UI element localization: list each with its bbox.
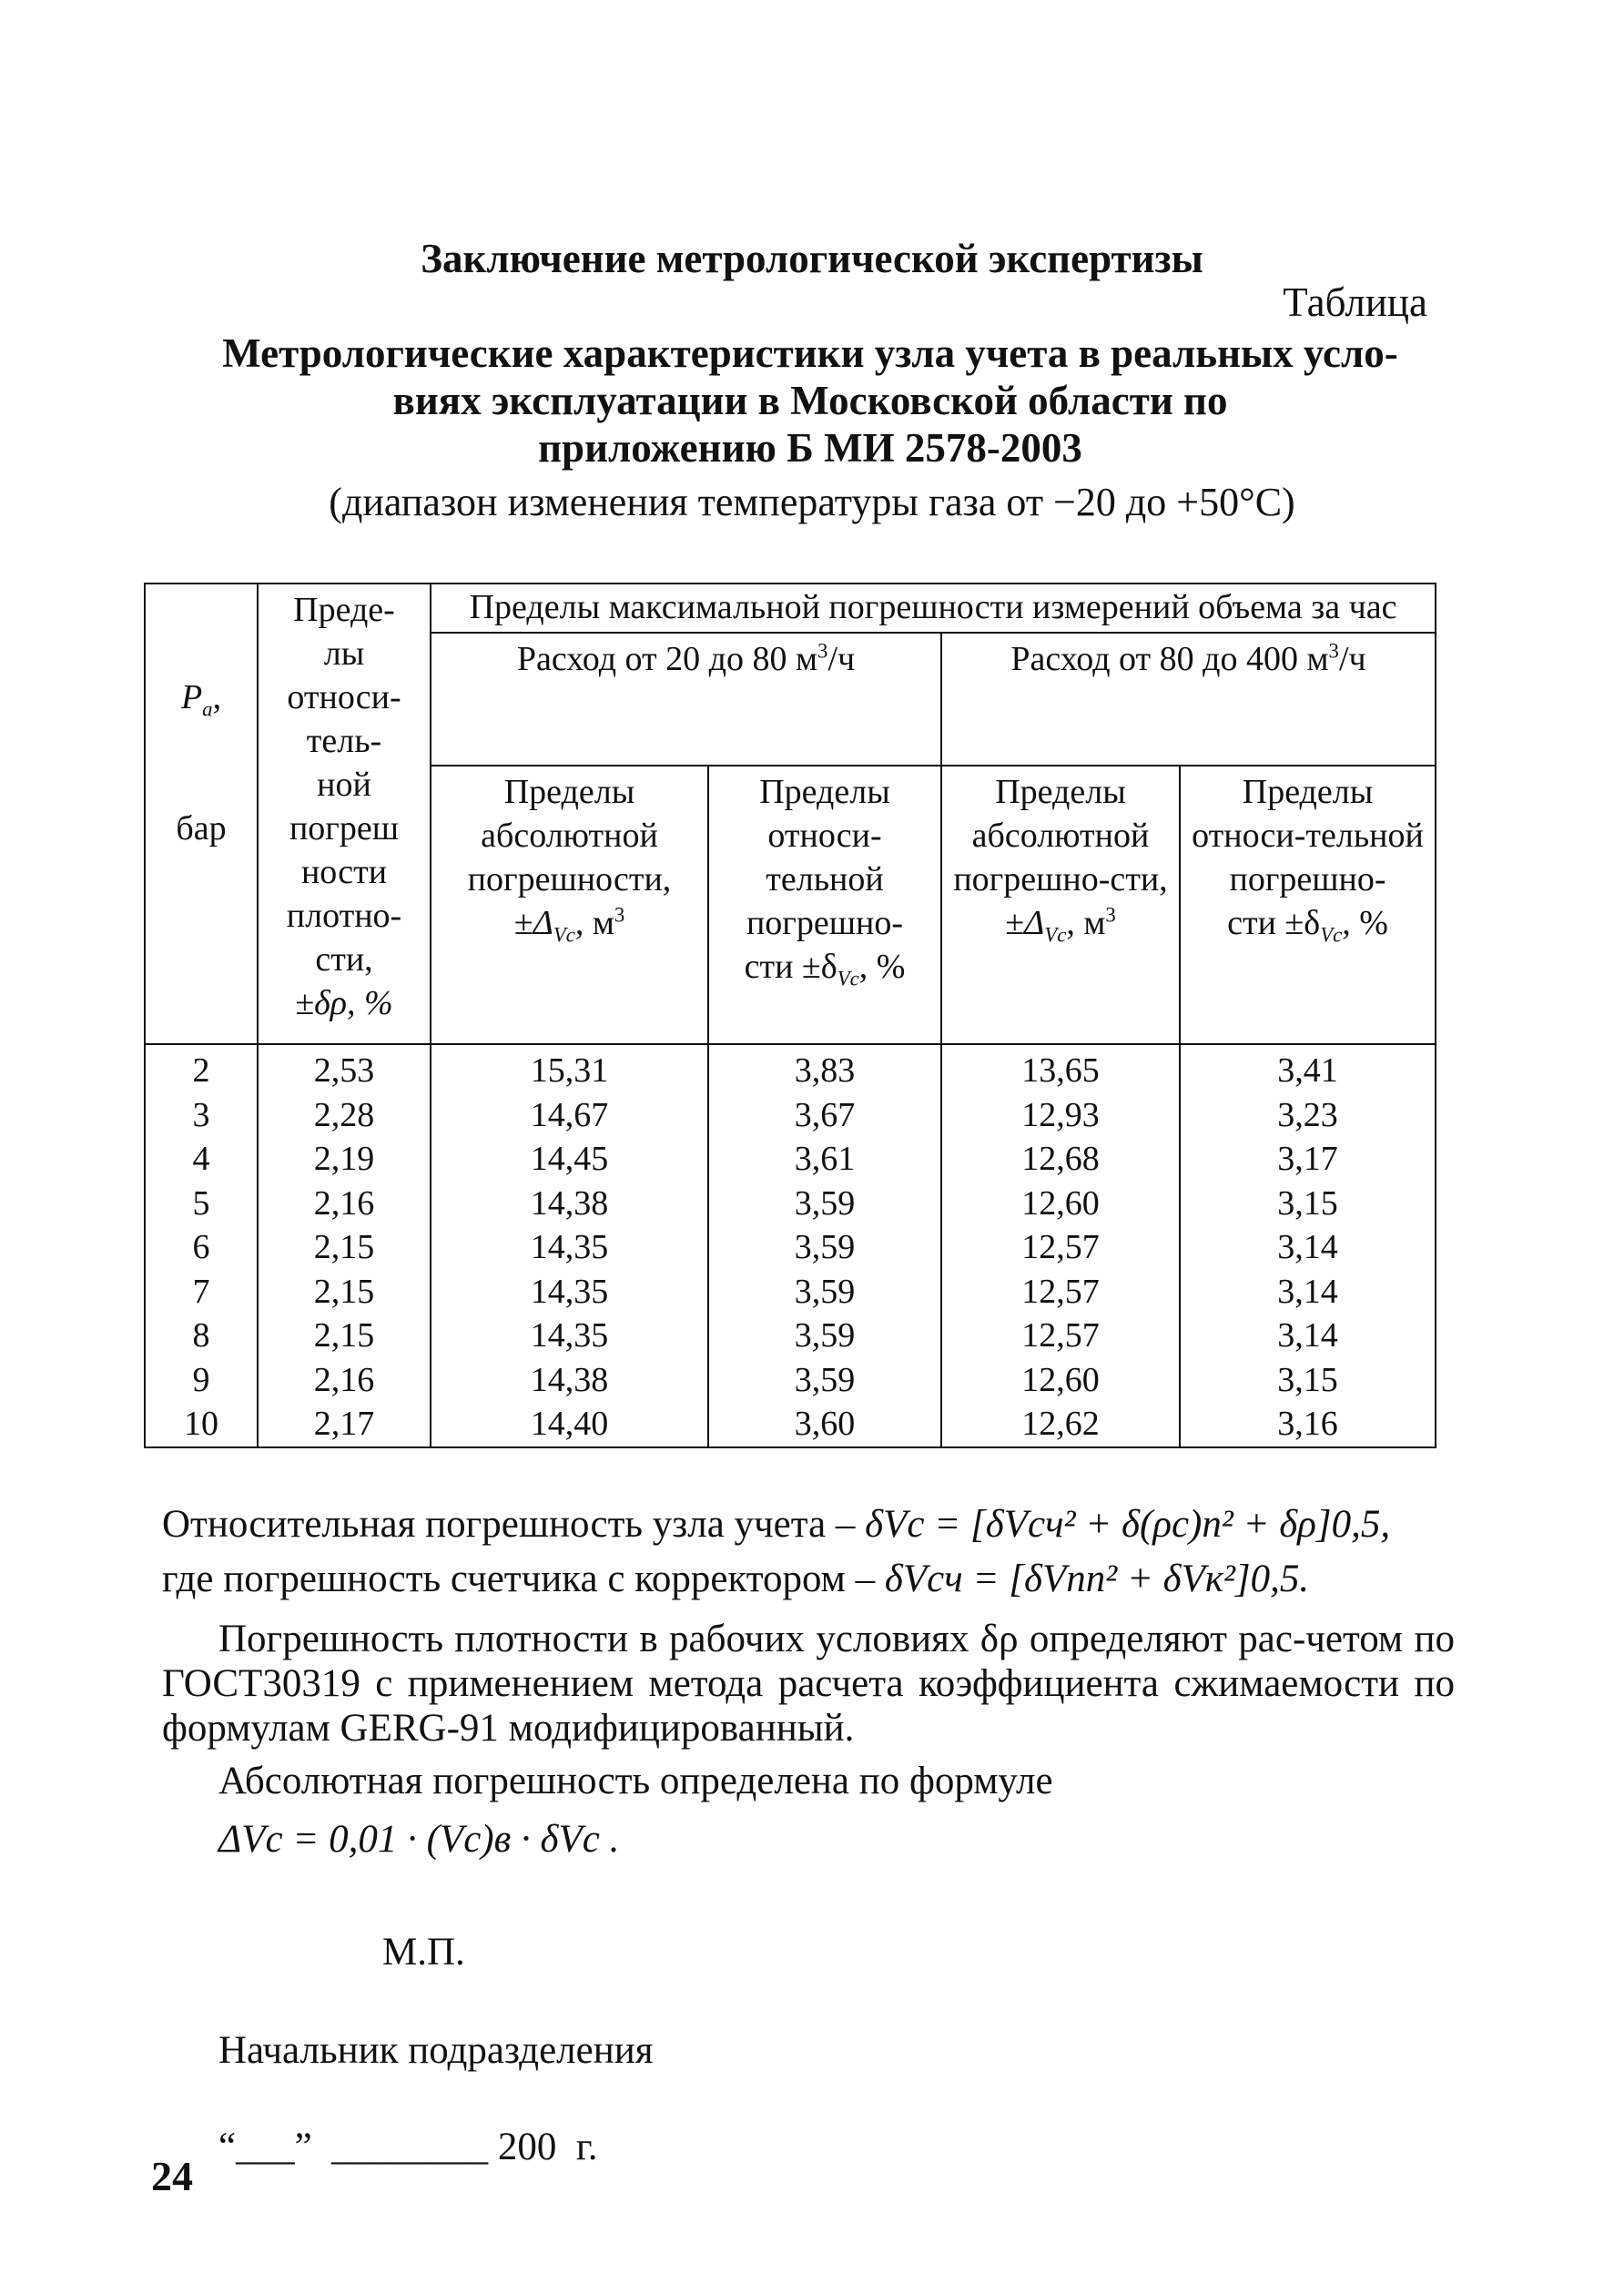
table-cell: 12,68 (941, 1137, 1180, 1182)
table-cell: 3,14 (1180, 1225, 1436, 1270)
header-rel-error-2 (1180, 766, 1436, 1044)
table-cell: 14,35 (431, 1270, 708, 1314)
table-cell: 14,38 (431, 1182, 708, 1226)
table-cell: 3,41 (1180, 1044, 1436, 1093)
abs-error-label: Пределы абсолютной погрешно-сти, (953, 773, 1168, 898)
table-cell: 6 (145, 1225, 258, 1270)
table-cell: 12,93 (941, 1093, 1180, 1138)
formula-meter-error (162, 1557, 1455, 1601)
header-flow-80-400 (941, 633, 1436, 766)
abs-error-unit-sup: 3 (1105, 903, 1116, 927)
abs-error-unit: , м (574, 904, 614, 942)
table-cell: 3,17 (1180, 1137, 1436, 1182)
density-header-line: относи- (287, 678, 401, 716)
table-cell: 7 (145, 1270, 258, 1314)
rel-error-unit: , % (858, 948, 906, 986)
header-pressure (145, 584, 258, 1044)
table-cell: 14,40 (431, 1402, 708, 1447)
pressure-unit: бар (176, 809, 227, 848)
table-cell: 2,16 (258, 1182, 431, 1226)
table-cell: 2,15 (258, 1314, 431, 1358)
table-row (145, 1137, 1436, 1182)
flow2-sup: 3 (1328, 639, 1339, 663)
table-cell: 12,62 (941, 1402, 1180, 1447)
document-title: Заключение метрологической экспертизы (421, 236, 1203, 281)
table-cell: 5 (145, 1182, 258, 1226)
table-cell: 3 (145, 1093, 258, 1138)
header-abs-error-2 (941, 766, 1180, 1044)
rel-error-unit: , % (1342, 904, 1388, 942)
rel-error-label: Пределы относи-тельной погрешно- (746, 773, 904, 942)
abs-error-sub: Vc (1044, 923, 1067, 947)
table-cell: 2 (145, 1044, 258, 1093)
paragraph-density-error: Погрешность плотности в рабочих условиях δρ определяют рас-четом по ГОСТ30319 с применением метода расчета коэффициента сжимаемости по формулам GERG-91 модифицированный. (162, 1618, 1455, 1750)
table-cell: 3,16 (1180, 1402, 1436, 1447)
table-cell: 10 (145, 1402, 258, 1447)
table-cell: 8 (145, 1314, 258, 1358)
table-cell: 13,65 (941, 1044, 1180, 1093)
page-number: 24 (151, 2153, 193, 2199)
table-row (145, 1270, 1436, 1314)
density-symbol: ±δρ, % (295, 984, 393, 1022)
table-cell: 14,38 (431, 1358, 708, 1403)
abs-error-symbol: ±Δ (513, 904, 553, 942)
density-header-line: лы (323, 634, 365, 673)
table-row (145, 1044, 1436, 1093)
table-cell: 2,19 (258, 1137, 431, 1182)
table-cell: 3,67 (708, 1093, 941, 1138)
table-row (145, 1314, 1436, 1358)
table-cell: 12,57 (941, 1314, 1180, 1358)
table-cell: 9 (145, 1358, 258, 1403)
abs-error-unit-sup: 3 (614, 903, 625, 927)
table-cell: 3,61 (708, 1137, 941, 1182)
pressure-comma: , (212, 678, 222, 716)
table-cell: 3,60 (708, 1402, 941, 1447)
table-cell: 3,15 (1180, 1182, 1436, 1226)
table-cell: 3,59 (708, 1182, 941, 1226)
table-cell: 14,35 (431, 1314, 708, 1358)
formula-2-expression: δVcч = [δVnn² + δVк²]0,5. (884, 1558, 1310, 1600)
table-caption-line: приложению Б МИ 2578-2003 (538, 425, 1082, 471)
table-caption-line: Метрологические характеристики узла учета в реальных усло- (222, 330, 1398, 376)
table-row (145, 1358, 1436, 1403)
signatory-title: Начальник подразделения (218, 2029, 654, 2072)
density-header-line: плотно- (286, 897, 402, 935)
header-abs-error-1 (431, 766, 708, 1044)
table-note: (диапазон изменения температуры газа от −20 до +50°С) (329, 480, 1295, 524)
formula-relative-error (162, 1502, 1455, 1547)
table-caption (146, 330, 1475, 472)
table-cell: 3,59 (708, 1314, 941, 1358)
table-cell: 3,14 (1180, 1314, 1436, 1358)
rel-error-sub: Vc (1320, 923, 1343, 947)
table-label: Таблица (1283, 279, 1427, 325)
rel-error-sub: Vc (837, 967, 859, 990)
table-cell: 2,16 (258, 1358, 431, 1403)
table-cell: 12,60 (941, 1358, 1180, 1403)
flow2-tail: /ч (1338, 640, 1366, 678)
density-header-line: погреш (289, 809, 400, 848)
pressure-sub: a (202, 697, 213, 721)
table-row (145, 1093, 1436, 1138)
abs-error-label: Пределы абсолютной погрешности, (467, 773, 672, 898)
table-row (145, 1225, 1436, 1270)
flow1-label: Расход от 20 до 80 м (516, 640, 818, 678)
header-rel-error-1 (708, 766, 941, 1044)
paragraph-absolute-error: Абсолютная погрешность определена по формуле (218, 1760, 1053, 1802)
stamp-place: М.П. (382, 1931, 465, 1974)
table-cell: 2,15 (258, 1270, 431, 1314)
table-cell: 3,83 (708, 1044, 941, 1093)
table-cell: 3,14 (1180, 1270, 1436, 1314)
table-cell: 12,57 (941, 1225, 1180, 1270)
density-header-line: сти, (315, 940, 373, 979)
abs-error-symbol: ±Δ (1005, 904, 1045, 942)
abs-error-sub: Vc (553, 923, 575, 947)
table-cell: 2,53 (258, 1044, 431, 1093)
table-cell: 14,67 (431, 1093, 708, 1138)
table-caption-line: виях эксплуатации в Московской области по (392, 378, 1228, 423)
formula-1-expression: δVc = [δVcч² + δ(ρc)n² + δρ]0,5, (865, 1503, 1391, 1546)
density-header-line: тель- (306, 722, 382, 760)
abs-error-unit: , м (1066, 904, 1106, 942)
table-cell: 14,45 (431, 1137, 708, 1182)
table-cell: 14,35 (431, 1225, 708, 1270)
metrology-table (144, 583, 1436, 1448)
table-cell: 2,28 (258, 1093, 431, 1138)
header-flow-20-80 (431, 633, 941, 766)
flow2-label: Расход от 80 до 400 м (1010, 640, 1329, 678)
formula-absolute-error: ΔVc = 0,01 · (Vc)в · δVc . (218, 1818, 620, 1861)
density-header-line: ности (300, 853, 388, 891)
table-cell: 3,23 (1180, 1093, 1436, 1138)
header-density-error (258, 584, 431, 1044)
table-row (145, 1182, 1436, 1226)
table-row (145, 1402, 1436, 1447)
header-group: Пределы максимальной погрешности измерений объема за час (431, 584, 1436, 633)
density-header-line: ной (317, 766, 371, 804)
density-header-line: Преде- (293, 591, 395, 629)
rel-error-symbol: сти ±δ (744, 948, 837, 986)
table-cell: 4 (145, 1137, 258, 1182)
table-cell: 15,31 (431, 1044, 708, 1093)
table-cell: 2,15 (258, 1225, 431, 1270)
table-cell: 3,59 (708, 1270, 941, 1314)
date-line: “___” ________ 200 г. (218, 2126, 598, 2168)
table-cell: 3,59 (708, 1358, 941, 1403)
flow1-tail: /ч (827, 640, 856, 678)
formula-2-text: где погрешность счетчика с корректором – (162, 1558, 885, 1600)
table-cell: 2,17 (258, 1402, 431, 1447)
pressure-symbol: P (180, 678, 203, 716)
rel-error-label: Пределы относи-тельной погрешно- (1192, 773, 1424, 898)
flow1-sup: 3 (817, 639, 828, 663)
table-cell: 3,59 (708, 1225, 941, 1270)
table-cell: 12,60 (941, 1182, 1180, 1226)
formula-1-text: Относительная погрешность узла учета – (162, 1503, 866, 1546)
table-cell: 12,57 (941, 1270, 1180, 1314)
table-cell: 3,15 (1180, 1358, 1436, 1403)
rel-error-symbol: сти ±δ (1227, 904, 1321, 942)
